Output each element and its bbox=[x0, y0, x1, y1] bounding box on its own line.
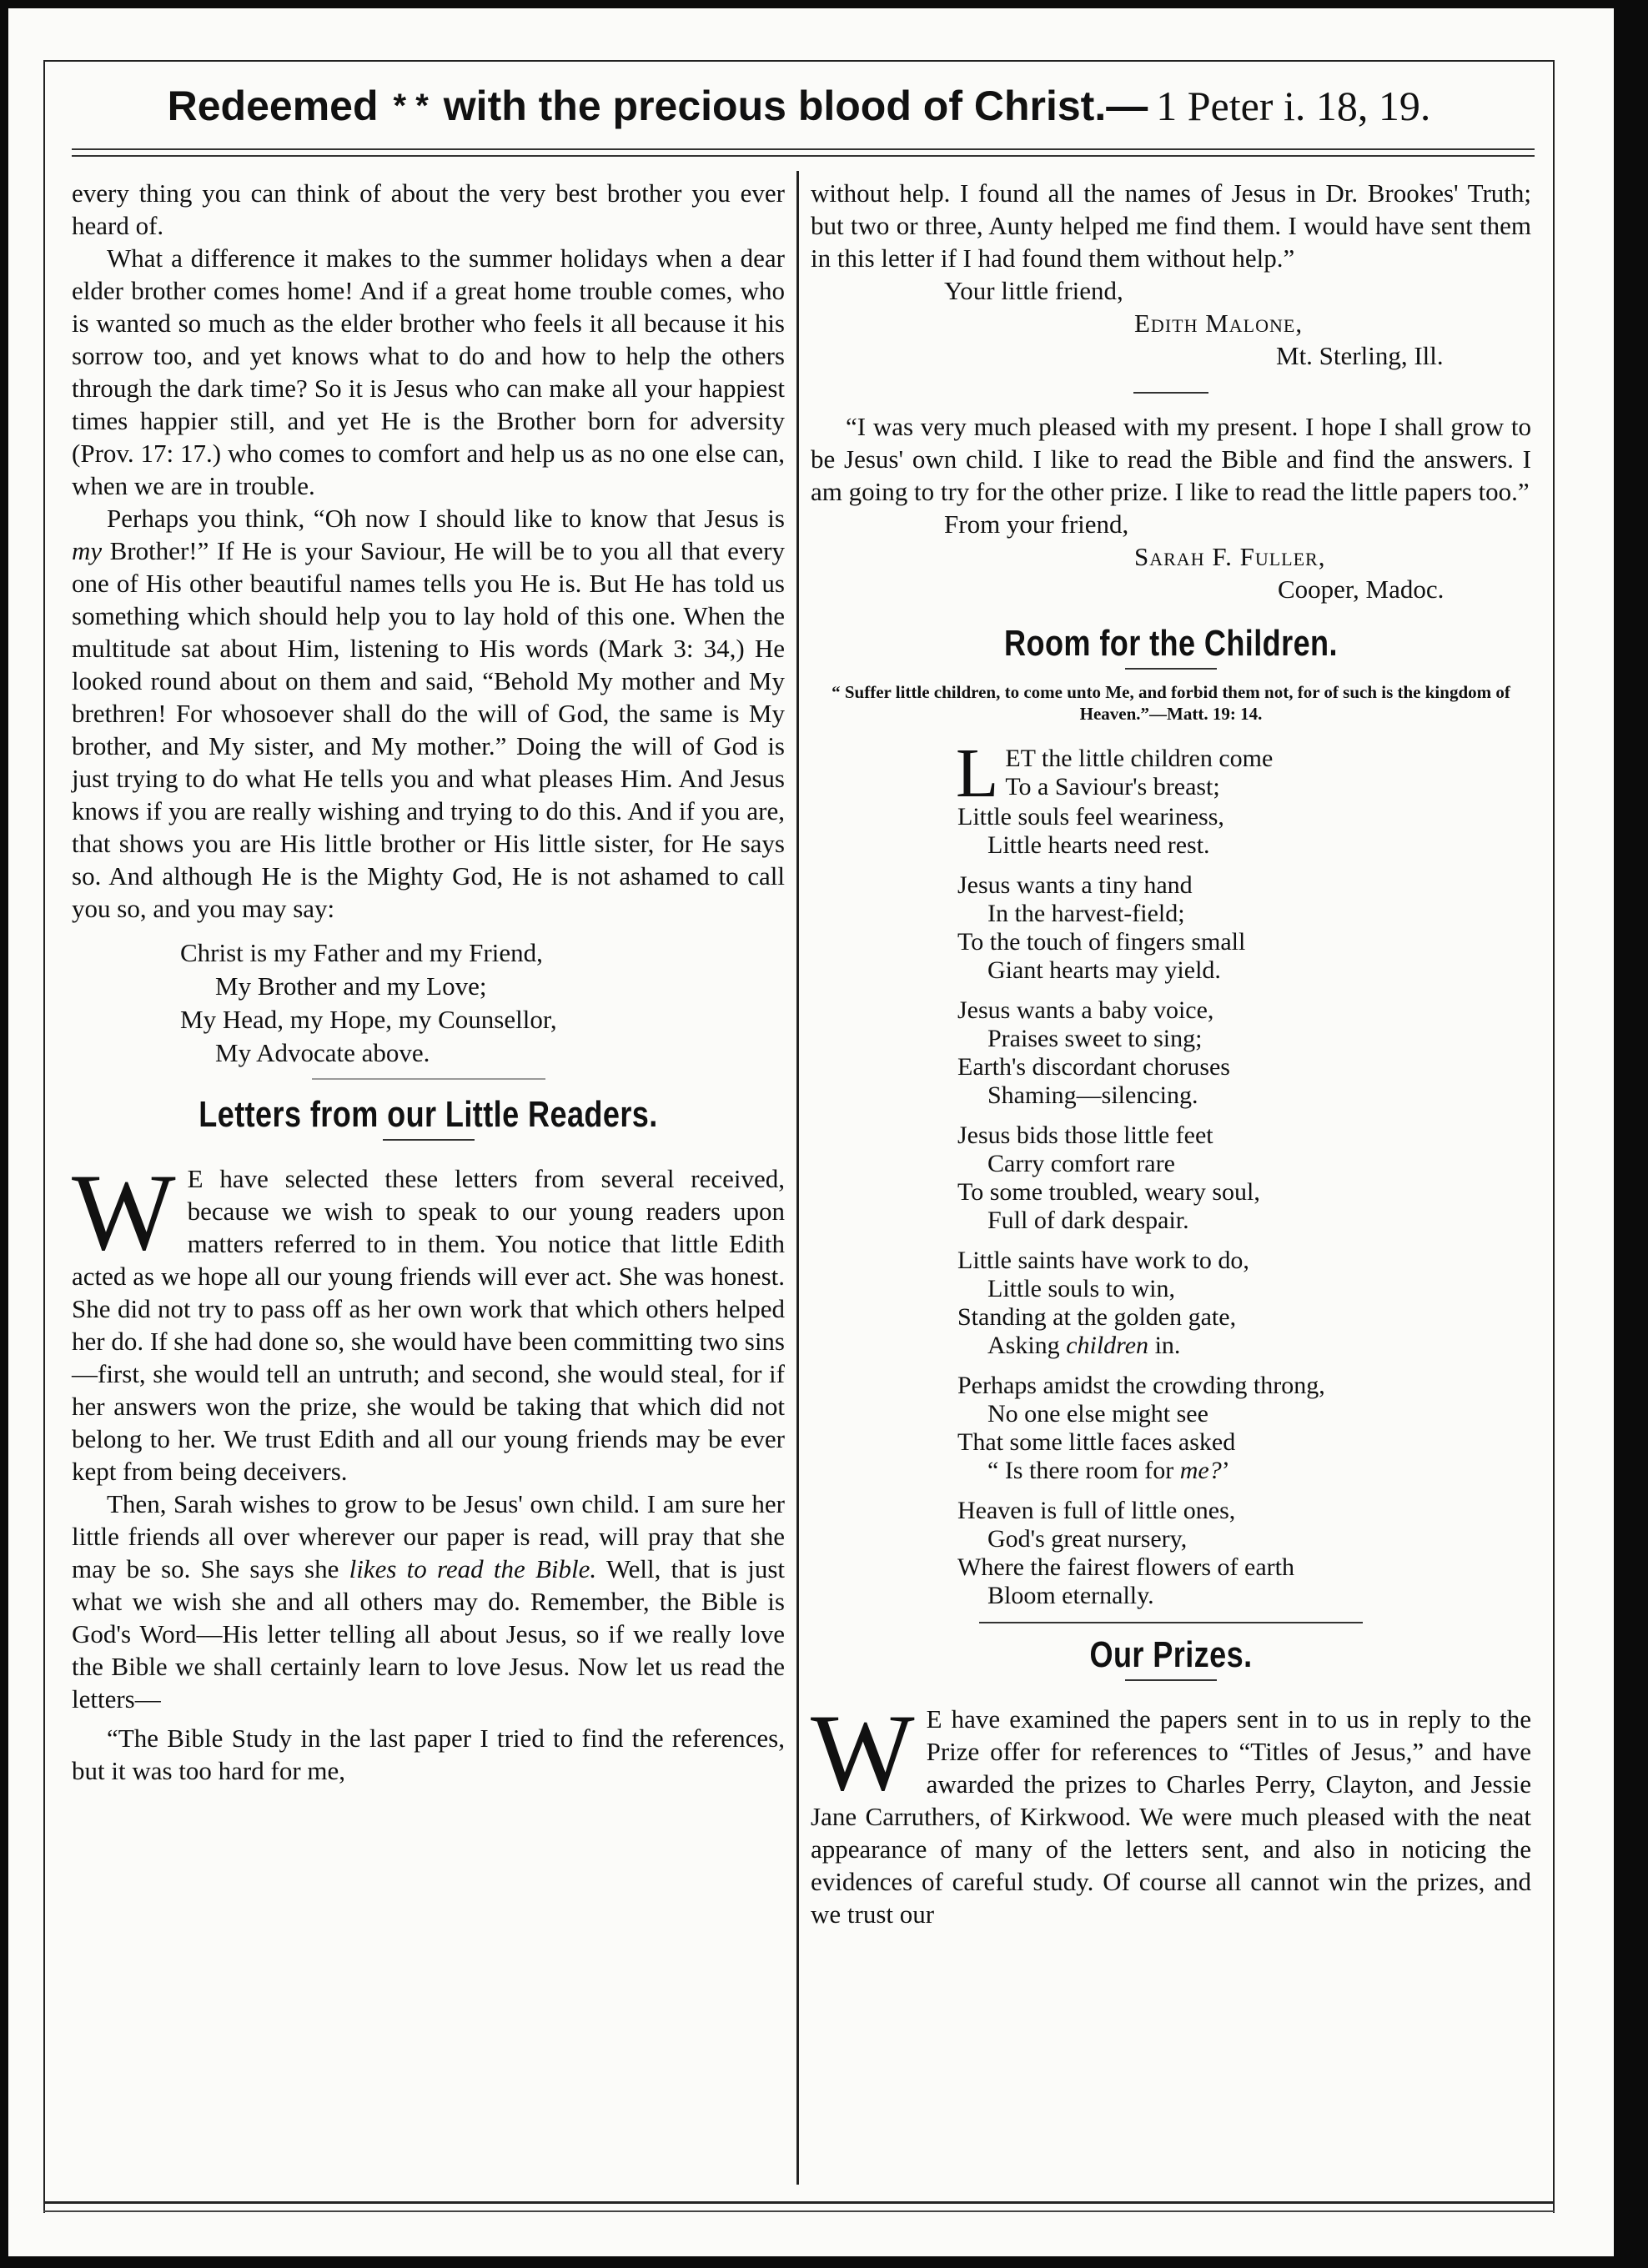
verse-line: Christ is my Father and my Friend, bbox=[180, 938, 543, 967]
poem-line: Earth's discordant choruses bbox=[957, 1053, 1230, 1081]
paragraph: every thing you can think of about the very best brother you ever heard of. bbox=[72, 178, 785, 240]
header-title-part2: with the precious blood of Christ.— bbox=[443, 83, 1148, 129]
title-rule bbox=[383, 1139, 475, 1141]
poem-line: Bloom eternally. bbox=[987, 1582, 1154, 1609]
poem-line: No one else might see bbox=[987, 1400, 1208, 1428]
poem-line: Little hearts need rest. bbox=[987, 831, 1210, 859]
poem-line: Jesus bids those little feet bbox=[957, 1121, 1213, 1149]
page-header bbox=[43, 60, 1555, 152]
text-run: Perhaps you think, “Oh now I should like to know that Jesus is bbox=[107, 504, 785, 533]
prizes-title: Our Prizes. bbox=[1089, 1634, 1253, 1675]
poem-line: Praises sweet to sing; bbox=[987, 1025, 1203, 1052]
text-run: Well, that is just what we wish she and all others may do. Remember, the Bible is God's Word—His letter telling all about Jesus, so if we really love the Bible we shall certainly learn to love Jesus. Now let us read the letters— bbox=[72, 1554, 786, 1714]
letter-place: Mt. Sterling, Ill. bbox=[1276, 341, 1444, 370]
poem-line bbox=[957, 1332, 1531, 1360]
text-run: Then, Sarah wishes to grow to be Jesus' own child. I am sure her little friends all over wherever our paper is read, will pray that she may be so. She says she bbox=[72, 1489, 785, 1583]
text-run: “ Is there room for bbox=[987, 1457, 1180, 1484]
section-divider bbox=[979, 1622, 1363, 1623]
verse-line: My Advocate above. bbox=[215, 1038, 430, 1067]
epigraph: “ Suffer little children, to come unto Me, and forbid them not, for of such is the kingdom of Heaven.”—Matt. 19: 14. bbox=[832, 682, 1510, 724]
poem-line: Jesus wants a baby voice, bbox=[957, 996, 1214, 1024]
poem-line: To a Saviour's breast; bbox=[1005, 773, 1220, 800]
stanza bbox=[957, 871, 1531, 985]
header-stars: * * bbox=[393, 87, 429, 124]
poem bbox=[956, 735, 1531, 1610]
emphasis: children bbox=[1066, 1332, 1149, 1359]
section-divider bbox=[312, 1078, 545, 1080]
paragraph: E have selected these letters from several received, because we wish to speak to our young readers upon matters referred to in them. You notice that little Edith acted as we hope all our young friends will ever act. She was honest. She did not try to pass off as her own work that which others helped her do. If she had done so, she would have been committing two sins—first, she would tell an untruth; and second, she would steal, for if her answers won the prize, she would be taking that which did not belong to her. We trust Edith and all our young friends may be ever kept from being deceivers. bbox=[72, 1164, 785, 1486]
poem-line: Little souls to win, bbox=[987, 1275, 1175, 1302]
poem-line: Jesus wants a tiny hand bbox=[957, 871, 1193, 899]
poem-line: Giant hearts may yield. bbox=[987, 956, 1221, 984]
drop-cap: W bbox=[811, 1691, 915, 1814]
letter-closing: Your little friend, bbox=[944, 276, 1123, 305]
hymn-verse bbox=[180, 936, 785, 1070]
poem-line: Standing at the golden gate, bbox=[957, 1303, 1237, 1331]
paragraph: E have examined the papers sent in to us in reply to the Prize offer for references to “Titles of Jesus,” and have awarded the prizes to Charles Perry, Clayton, and Jessie Jane Carruthers, of Kirkwood. We were much pleased with the neat appearance of many of the letters sent, and also in noticing the evidences of careful study. Of course all cannot win the prizes, and we trust our bbox=[811, 1704, 1531, 1929]
title-rule bbox=[1125, 1679, 1217, 1681]
poem-line: Full of dark despair. bbox=[987, 1207, 1189, 1234]
poem-line: Heaven is full of little ones, bbox=[957, 1497, 1236, 1524]
column-divider bbox=[796, 171, 799, 2185]
emphasis: my bbox=[72, 536, 103, 565]
footer-rule bbox=[43, 2201, 1555, 2212]
header-reference: 1 Peter i. 18, 19. bbox=[1156, 83, 1431, 129]
letter-signature: Edith Malone, bbox=[1134, 309, 1304, 338]
title-rule bbox=[1125, 668, 1217, 670]
paragraph: “The Bible Study in the last paper I tried to find the references, but it was too hard for me, bbox=[72, 1724, 785, 1785]
drop-cap: W bbox=[72, 1151, 176, 1273]
paragraph bbox=[72, 1488, 785, 1715]
poem-line bbox=[957, 1457, 1531, 1485]
letters-intro bbox=[72, 1151, 785, 1488]
poem-line: Perhaps amidst the crowding throng, bbox=[957, 1372, 1325, 1399]
room-title: Room for the Children. bbox=[1004, 623, 1338, 664]
text-run: Asking bbox=[987, 1332, 1067, 1359]
verse-line: My Head, my Hope, my Counsellor, bbox=[180, 1005, 557, 1034]
poem-line: That some little faces asked bbox=[957, 1428, 1236, 1456]
stanza bbox=[957, 1247, 1531, 1360]
letter-closing: From your friend, bbox=[944, 509, 1129, 539]
stanza bbox=[957, 996, 1531, 1110]
drop-cap: L bbox=[956, 735, 999, 812]
right-column bbox=[811, 177, 1531, 1930]
stanza bbox=[957, 1372, 1531, 1485]
paragraph: “I was very much pleased with my present. I hope I shall grow to be Jesus' own child. I like to read the Bible and find the answers. I am going to try for the other prize. I like to read the little papers too.” bbox=[811, 412, 1531, 506]
letter-divider bbox=[1133, 392, 1208, 394]
letters-title: Letters from our Little Readers. bbox=[198, 1094, 658, 1135]
header-rule bbox=[72, 148, 1535, 157]
stanza bbox=[956, 735, 1531, 860]
poem-line: Shaming—silencing. bbox=[987, 1081, 1198, 1109]
letter-signature: Sarah F. Fuller, bbox=[1134, 542, 1326, 571]
poem-line: Carry comfort rare bbox=[987, 1150, 1175, 1177]
poem-line: Where the fairest flowers of earth bbox=[957, 1553, 1294, 1581]
letter-place: Cooper, Madoc. bbox=[1278, 575, 1445, 604]
poem-line: To some troubled, weary soul, bbox=[957, 1178, 1260, 1206]
text-run: in. bbox=[1148, 1332, 1181, 1359]
poem-line: Little saints have work to do, bbox=[957, 1247, 1249, 1274]
poem-line: ET the little children come bbox=[1005, 745, 1274, 772]
verse-line: My Brother and my Love; bbox=[215, 971, 487, 1001]
poem-line: Little souls feel weariness, bbox=[957, 803, 1224, 830]
stanza bbox=[957, 1121, 1531, 1235]
emphasis: likes to read the Bible. bbox=[349, 1554, 597, 1583]
poem-line: God's great nursery, bbox=[987, 1525, 1188, 1553]
text-run: ’ bbox=[1221, 1457, 1230, 1484]
emphasis: me? bbox=[1179, 1457, 1222, 1484]
paragraph: What a difference it makes to the summer holidays when a dear elder brother comes home! And if a great home trouble comes, who is wanted so much as the elder brother who feels it all because it his sorrow too, and yet knows what to do and how to help the others through the dark time? So it is Jesus who can make all your happiest times happier still, and yet He is the Brother born for adversity (Prov. 17: 17.) who comes to comfort and help us as no one else can, when we are in trouble. bbox=[72, 243, 785, 500]
text-run: Brother!” If He is your Saviour, He will be to you all that every one of His other beautiful names tells you He is. But He has told us something which should help you to lay hold of this one. When the multitude sat about Him, listening to His words (Mark 3: 34,) He looked round about on them and said, “Behold My mother and My brethren! For whosoever shall do the will of God, the same is My brother, and My sister, and My mother.” Doing the will of God is just trying to do what He tells you and what pleases Him. And Jesus knows if you are really wishing and trying to do this. And if you are, that shows you are His little brother or His little sister, for He says so. And although He is the Mighty God, He is not ashamed to call you so, and you may say: bbox=[72, 536, 785, 923]
prizes-body bbox=[811, 1691, 1531, 1930]
paragraph bbox=[72, 502, 785, 925]
stanza bbox=[957, 1497, 1531, 1610]
paragraph: without help. I found all the names of Jesus in Dr. Brookes' Truth; but two or three, Aunty helped me find them. I would have sent them in this letter if I had found them without help.” bbox=[811, 178, 1531, 273]
poem-line: To the touch of fingers small bbox=[957, 928, 1246, 956]
poem-line: In the harvest-field; bbox=[987, 900, 1185, 927]
left-column bbox=[72, 177, 785, 1787]
header-title-part1: Redeemed bbox=[167, 83, 379, 129]
